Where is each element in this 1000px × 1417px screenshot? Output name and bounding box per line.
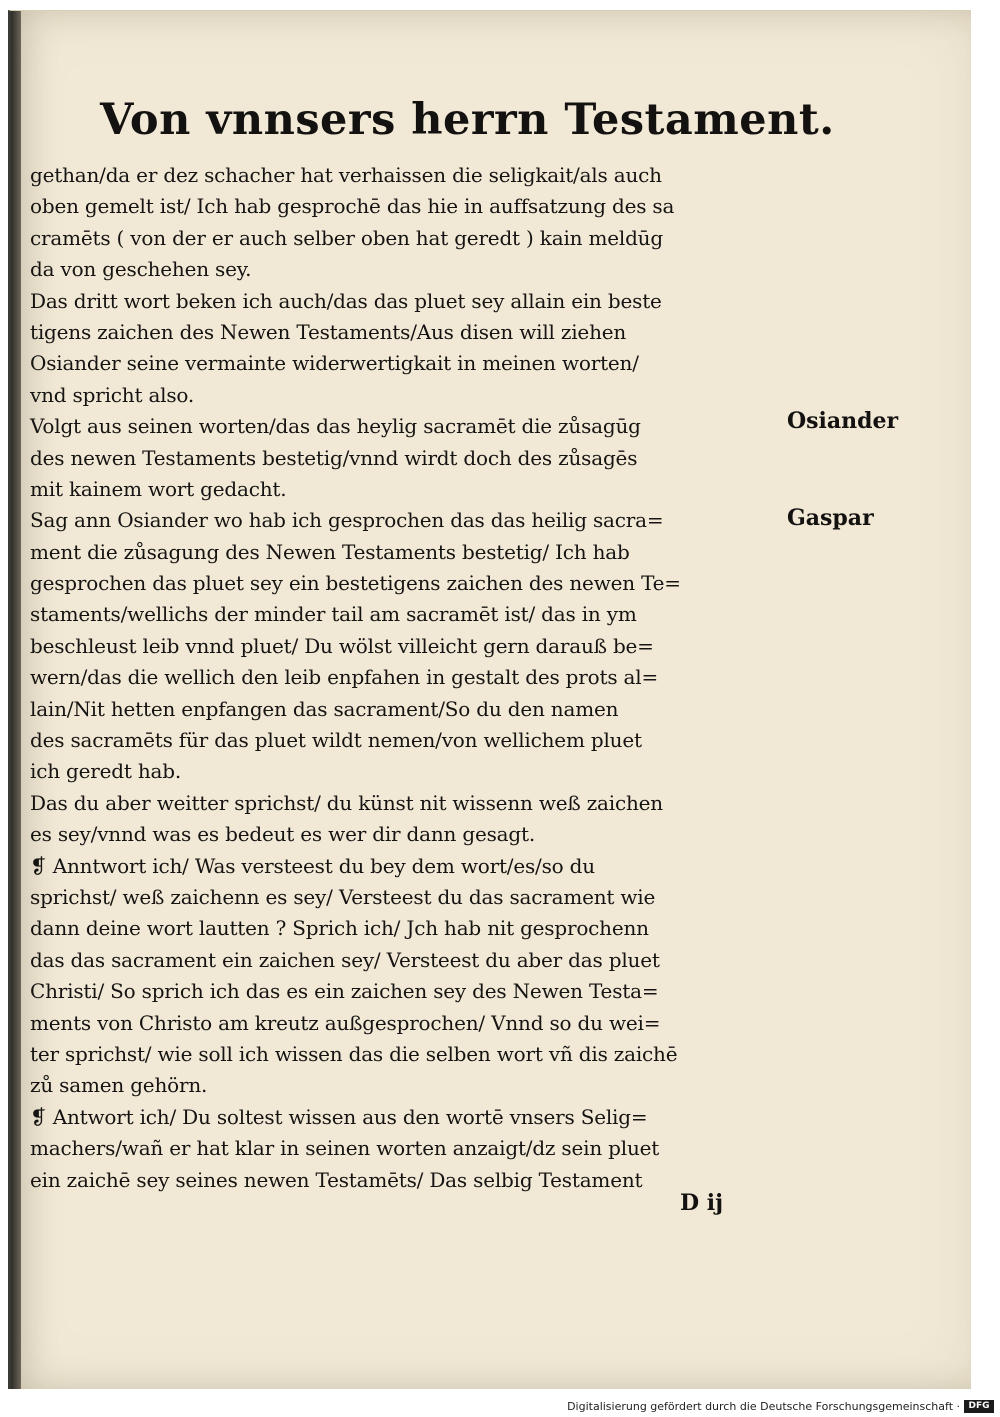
text-line: ter sprichst/ wie soll ich wissen das die selben wort vñ dis zaichē (30, 1041, 678, 1066)
text-line: ein zaichē sey seines newen Testamēts/ Das selbig Testament (30, 1167, 643, 1192)
text-line: lain/Nit hetten enpfangen das sacrament/So du den namen (30, 696, 619, 721)
text-line: mit kainem wort gedacht. (30, 476, 287, 501)
text-line: ❡ Anntwort ich/ Was versteest du bey dem wort/es/so du (30, 853, 595, 878)
text-line: Osiander seine vermainte widerwertigkait in meinen worten/ (30, 351, 639, 376)
text-line: gethan/da er dez schacher hat verhaissen die seligkait/als auch (30, 163, 662, 187)
funding-credit: Digitalisierung gefördert durch die Deutsche Forschungsgemeinschaft · (567, 1400, 960, 1413)
text-line: wern/das die wellich den leib enpfahen in gestalt des prots al= (30, 665, 659, 690)
text-line: oben gemelt ist/ Ich hab gesprochē das hie in auffsatzung des sa (30, 194, 675, 219)
text-line: gesprochen das pluet sey ein bestetigens zaichen des newen Te= (30, 571, 681, 596)
book-spine-edge (11, 11, 21, 1389)
text-line: dann deine wort lautten ? Sprich ich/ Jch hab nit gesprochenn (30, 916, 649, 941)
margin-note-osiander: Osiander (787, 408, 899, 434)
text-line: da von geschehen sey. (30, 257, 252, 282)
text-line: ich geredt hab. (30, 759, 182, 784)
text-line: ment die zůsagung des Newen Testaments bestetig/ Ich hab (30, 539, 630, 564)
text-line: Volgt aus seinen worten/das das heylig sacramēt die zůsagūg (30, 414, 641, 439)
signature-mark: D ij (680, 1190, 724, 1216)
text-line: beschleust leib vnnd pluet/ Du wölst villeicht gern darauß be= (30, 633, 654, 658)
text-line: Das dritt wort beken ich auch/das das pluet sey allain ein beste (30, 288, 662, 313)
text-line: machers/wañ er hat klar in seinen worten anzaigt/dz sein pluet (30, 1136, 660, 1161)
text-line: Das du aber weitter sprichst/ du künst nit wissenn weß zaichen (30, 790, 663, 815)
text-line: tigens zaichen des Newen Testaments/Aus disen will ziehen (30, 319, 627, 344)
text-line: ments von Christo am kreutz außgesprochen/ Vnnd so du wei= (30, 1010, 661, 1035)
text-line: zů samen gehörn. (30, 1073, 208, 1098)
text-line: das das sacrament ein zaichen sey/ Versteest du aber das pluet (30, 947, 660, 972)
text-line: des newen Testaments bestetig/vnnd wirdt doch des zůsagēs (30, 445, 638, 470)
text-line: es sey/vnnd was es bedeut es wer dir dann gesagt. (30, 822, 536, 847)
text-block (30, 160, 780, 1196)
text-line: staments/wellichs der minder tail am sacramēt ist/ das in ym (30, 602, 637, 627)
footer-bar (0, 1397, 1000, 1417)
text-line: Sag ann Osiander wo hab ich gesprochen das das heilig sacra= (30, 508, 664, 533)
text-line: des sacramēts für das pluet wildt nemen/von wellichem pluet (30, 728, 642, 753)
dfg-logo: DFG (964, 1400, 994, 1413)
text-line: ❡ Antwort ich/ Du soltest wissen aus den wortē vnsers Selig= (30, 1104, 648, 1129)
text-line: cramēts ( von der er auch selber oben hat geredt ) kain meldūg (30, 225, 663, 250)
running-title: Von vnnsers herrn Testament. (100, 95, 835, 145)
text-line: sprichst/ weß zaichenn es sey/ Versteest du das sacrament wie (30, 884, 656, 909)
margin-note-gaspar: Gaspar (787, 505, 874, 531)
text-line: Christi/ So sprich ich das es ein zaichen sey des Newen Testa= (30, 979, 659, 1004)
text-line: vnd spricht also. (30, 382, 195, 407)
